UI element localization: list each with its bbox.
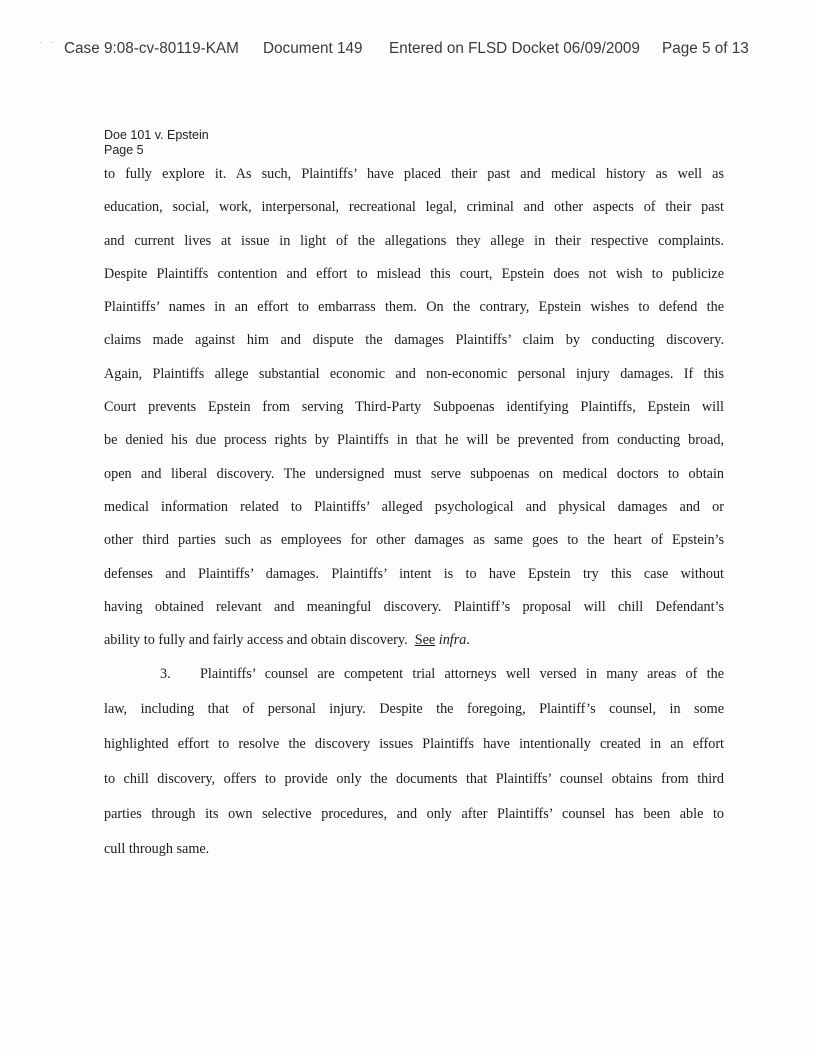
text-line: Plaintiffs’ names in an effort to embarrass them. On the contrary, Epstein wishes to defend the	[104, 299, 724, 316]
case-number: Case 9:08-cv-80119-KAM	[64, 40, 239, 57]
text-line: claims made against him and dispute the damages Plaintiffs’ claim by conducting discovery.	[104, 332, 724, 349]
text-line: Despite Plaintiffs contention and effort to mislead this court, Epstein does not wish to publicize	[104, 265, 724, 282]
document-number: Document 149	[263, 40, 363, 57]
text-line: education, social, work, interpersonal, recreational legal, criminal and other aspects of their past	[104, 199, 724, 216]
text-line-last	[104, 624, 724, 657]
paragraph-continued	[104, 158, 724, 657]
text-line: law, including that of personal injury. Despite the foregoing, Plaintiff’s counsel, in some	[104, 701, 724, 718]
docket-entry: Entered on FLSD Docket 06/09/2009	[389, 40, 640, 57]
caption-title: Doe 101 v. Epstein	[104, 128, 209, 142]
page-count: Page 5 of 13	[662, 40, 749, 57]
text-line: parties through its own selective procedures, and only after Plaintiffs’ counsel has been able to	[104, 806, 724, 823]
paragraph-number: 3.	[160, 666, 171, 683]
text-line: be denied his due process rights by Plaintiffs in that he will be prevented from conducting broad,	[104, 432, 724, 449]
caption-page: Page 5	[104, 143, 144, 157]
body-text	[104, 158, 724, 867]
period: .	[466, 632, 470, 649]
text-line: and current lives at issue in light of the allegations they allege in their respective complaints.	[104, 232, 724, 249]
text-line: highlighted effort to resolve the discovery issues Plaintiffs have intentionally created in an effort	[104, 736, 724, 753]
case-caption	[104, 128, 209, 158]
text-run: Plaintiffs’ counsel are competent trial attorneys well versed in many areas of the	[200, 666, 724, 683]
infra-citation: infra	[438, 632, 467, 649]
text-line: to fully explore it. As such, Plaintiffs’ have placed their past and medical history as well as	[104, 166, 724, 182]
text-line: Court prevents Epstein from serving Third-Party Subpoenas identifying Plaintiffs, Epstein will	[104, 399, 724, 416]
text-line: having obtained relevant and meaningful discovery. Plaintiff’s proposal will chill Defendant’s	[104, 598, 724, 615]
text-line: other third parties such as employees for other damages as same goes to the heart of Epstein’s	[104, 532, 724, 549]
text-line: defenses and Plaintiffs’ damages. Plaintiffs’ intent is to have Epstein try this case without	[104, 565, 724, 582]
text-line: to chill discovery, offers to provide only the documents that Plaintiffs’ counsel obtains from third	[104, 771, 724, 788]
text-run: ability to fully and fairly access and obtain discovery.	[104, 632, 408, 649]
text-line: open and liberal discovery. The undersigned must serve subpoenas on medical doctors to obtain	[104, 465, 724, 482]
see-signal: See	[414, 632, 436, 649]
text-line-last: cull through same.	[104, 841, 210, 858]
text-line: Again, Plaintiffs allege substantial economic and non-economic personal injury damages. If this	[104, 365, 724, 382]
scan-artifact: ˙ ˙	[38, 42, 56, 52]
text-line: medical information related to Plaintiffs’ alleged psychological and physical damages and or	[104, 498, 724, 515]
paragraph-3	[104, 657, 724, 867]
text-line-first	[104, 657, 724, 692]
